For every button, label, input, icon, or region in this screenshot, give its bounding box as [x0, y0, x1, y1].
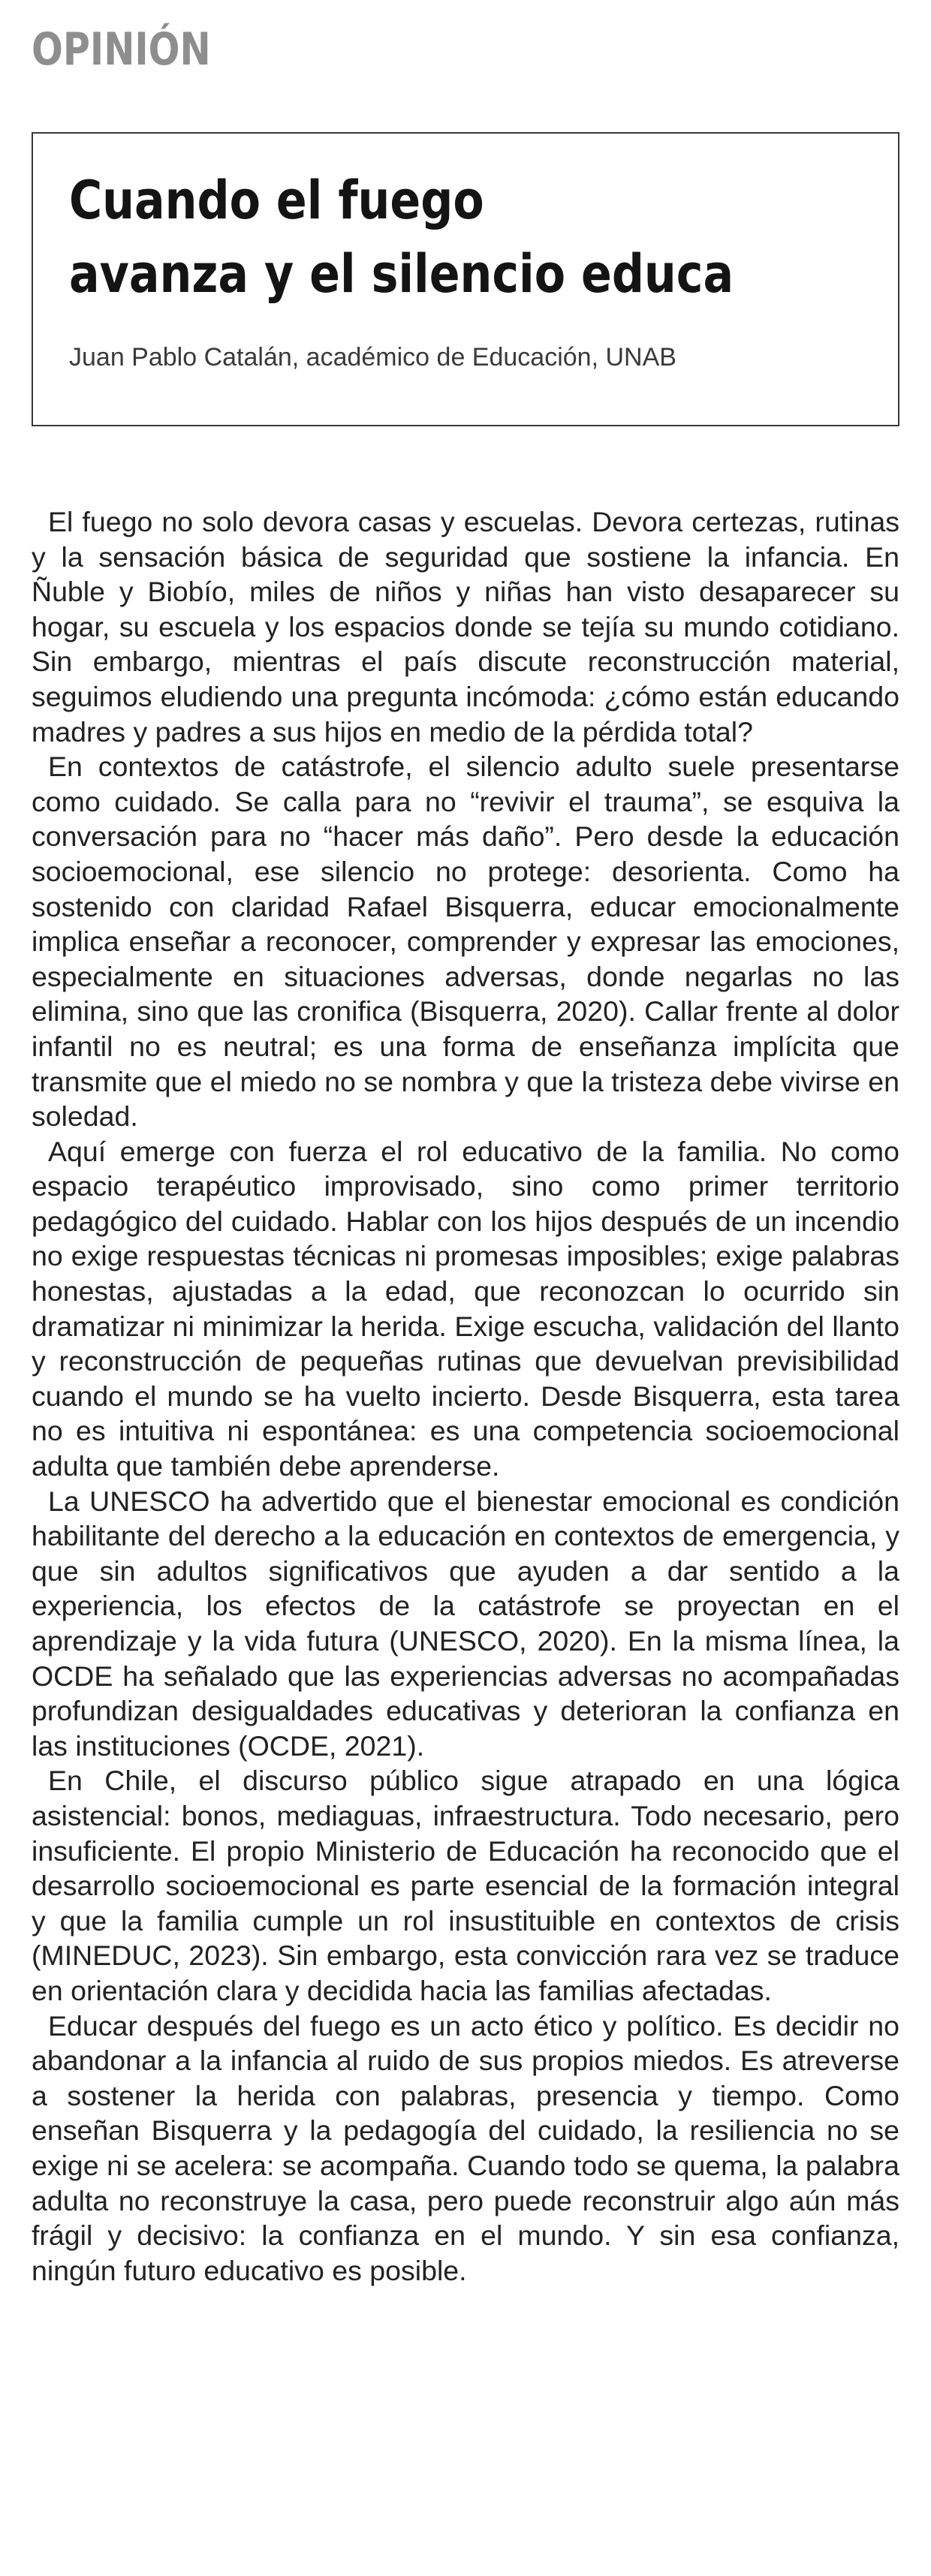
paragraph-1: El fuego no solo devora casas y escuelas. Devora certezas, rutinas y la sensación básica de seguridad que sostiene la infancia. En Ñuble y Biobío, miles de niños y niñas han visto desaparecer su hogar, su escuela y los espacios donde se tejía su mundo cotidiano. Sin embargo, mientras el país discute reconstrucción material, seguimos eludiendo una pregunta incómoda: ¿cómo están educando madres y padres a sus hijos en medio de la pérdida total? [32, 506, 899, 748]
paragraph-3: Aquí emerge con fuerza el rol educativo de la familia. No como espacio terapéutico improvisado, sino como primer territorio pedagógico del cuidado. Hablar con los hijos después de un incendio no exige respuestas técnicas ni promesas imposibles; exige palabras honestas, ajustadas a la edad, que reconozcan lo ocurrido sin dramatizar ni minimizar la herida. Exige escucha, validación del llanto y reconstrucción de pequeñas rutinas que devuelvan previsibilidad cuando el mundo se ha vuelto incierto. Desde Bisquerra, esta tarea no es intuitiva ni espontánea: es una competencia socioemocional adulta que también debe aprenderse. [32, 1135, 899, 1482]
article-body [32, 504, 899, 2288]
byline: Juan Pablo Catalán, académico de Educación, UNAB [69, 343, 676, 372]
headline-box [32, 132, 899, 426]
headline-line-2: avanza y el silencio educa [69, 243, 734, 305]
paragraph-5: En Chile, el discurso público sigue atrapado en una lógica asistencial: bonos, mediaguas, infraestructura. Todo necesario, pero insuficiente. El propio Ministerio de Educación ha reconocido que el desarrollo socioemocional es parte esencial de la formación integral y que la familia cumple un rol insustituible en contextos de crisis (MINEDUC, 2023). Sin embargo, esta convicción rara vez se traduce en orientación clara y decidida hacia las familias afectadas. [32, 1765, 899, 2006]
section-label: OPINIÓN [32, 23, 211, 76]
headline [69, 164, 734, 311]
paragraph-4: La UNESCO ha advertido que el bienestar emocional es condición habilitante del derecho a la educación en contextos de emergencia, y que sin adultos significativos que ayuden a dar sentido a la experiencia, los efectos de la catástrofe se proyectan en el aprendizaje y la vida futura (UNESCO, 2020). En la misma línea, la OCDE ha señalado que las experiencias adversas no acompañadas profundizan desigualdades educativas y deterioran la confianza en las instituciones (OCDE, 2021). [32, 1485, 899, 1762]
paragraph-2: En contextos de catástrofe, el silencio adulto suele presentarse como cuidado. Se calla para no “revivir el trauma”, se esquiva la conversación para no “hacer más daño”. Pero desde la educación socioemocional, ese silencio no protege: desorienta. Como ha sostenido con claridad Rafael Bisquerra, educar emocionalmente implica enseñar a reconocer, comprender y expresar las emociones, especialmente en situaciones adversas, donde negarlas no las elimina, sino que las cronifica (Bisquerra, 2020). Callar frente al dolor infantil no es neutral; es una forma de enseñanza implícita que transmite que el miedo no se nombra y que la tristeza debe vivirse en soledad. [32, 751, 899, 1133]
paragraph-6: Educar después del fuego es un acto ético y político. Es decidir no abandonar a la infancia al ruido de sus propios miedos. Es atreverse a sostener la herida con palabras, presencia y tiempo. Como enseñan Bisquerra y la pedagogía del cuidado, la resiliencia no se exige ni se acelera: se acompaña. Cuando todo se quema, la palabra adulta no reconstruye la casa, pero puede reconstruir algo aún más frágil y decisivo: la confianza en el mundo. Y sin esa confianza, ningún futuro educativo es posible. [32, 2009, 899, 2286]
headline-line-1: Cuando el fuego [69, 170, 484, 231]
